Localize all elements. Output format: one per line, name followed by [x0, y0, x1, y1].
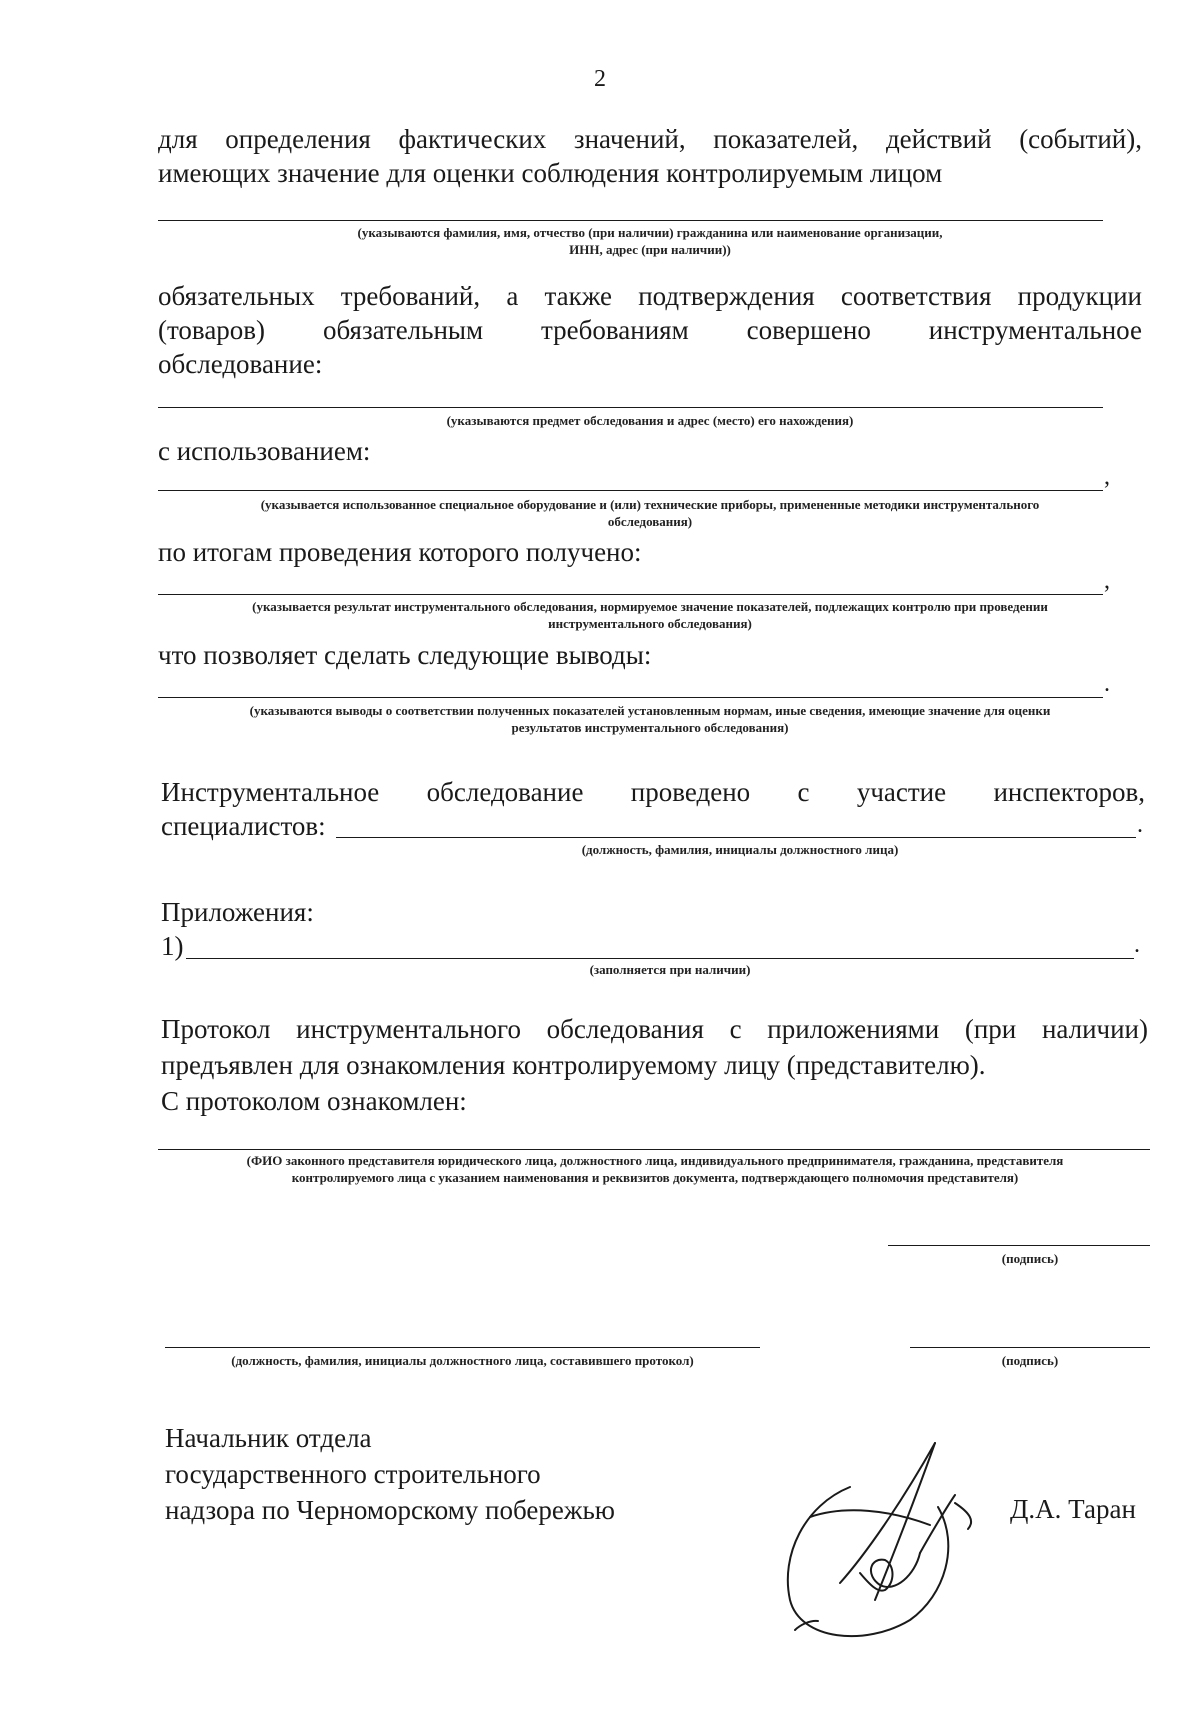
participants-line-1: Инструментальное обследование проведено с участие инспекторов, [161, 777, 1145, 807]
requirements-paragraph [158, 279, 1142, 381]
protocol-paragraph [161, 1011, 1148, 1119]
protocol-line-1: Протокол инструментального обследования с приложениями (при наличии) [161, 1014, 1148, 1044]
conclusions-field-hint [170, 702, 1130, 736]
intro-line-1: для определения фактических значений, показателей, действий (событий), [158, 124, 1142, 154]
equipment-field-line [158, 490, 1103, 491]
result-label: по итогам проведения которого получено: [158, 537, 642, 567]
person-field-hint [200, 224, 1100, 258]
participants-line-2: специалистов: [161, 811, 326, 841]
result-field-hint [170, 598, 1130, 632]
signatory-title [165, 1420, 615, 1528]
representative-field-line [158, 1149, 1150, 1150]
page-number: 2 [594, 66, 606, 92]
participants-field-hint: (должность, фамилия, инициалы должностного лица) [581, 842, 899, 857]
attachment-period: . [1134, 932, 1140, 958]
equipment-hint-line-1: (указывается использованное специальное оборудование и (или) технические приборы, примененные методики инструментального [260, 497, 1040, 512]
conclusions-label: что позволяет сделать следующие выводы: [158, 640, 652, 670]
representative-hint-line-1: (ФИО законного представителя юридического лица, должностного лица, индивидуального предпринимателя, гражданина, представителя [246, 1153, 1064, 1168]
equipment-field-hint [170, 496, 1130, 530]
signature-2-hint: (подпись) [1001, 1353, 1059, 1368]
attachments-label: Приложения: [161, 897, 314, 927]
conclusions-period: . [1104, 671, 1110, 697]
result-comma: , [1104, 568, 1110, 594]
result-field-line [158, 594, 1103, 595]
representative-hint-line-2: контролируемого лица с указанием наименования и реквизитов документа, подтверждающего полномочия представителя) [291, 1170, 1019, 1185]
signatory-name: Д.А. Таран [1010, 1494, 1136, 1524]
equipment-comma: , [1104, 464, 1110, 490]
participants-paragraph [161, 775, 1145, 843]
attachment-field-line [186, 958, 1134, 959]
signature-1-hint: (подпись) [1001, 1251, 1059, 1266]
protocol-line-2: предъявлен для ознакомления контролируемому лицу (представителю). [161, 1050, 986, 1080]
result-hint-line-1: (указывается результат инструментального обследования, нормируемое значение показателей, подлежащих контролю при проведении [252, 599, 1048, 614]
person-hint-line-2: ИНН, адрес (при наличии)) [569, 242, 731, 257]
requirements-line-1: обязательных требований, а также подтверждения соответствия продукции [158, 281, 1142, 311]
compiler-field-hint: (должность, фамилия, инициалы должностного лица, составившего протокол) [231, 1353, 694, 1368]
conclusions-hint-line-1: (указываются выводы о соответствии полученных показателей установленным нормам, иные сведения, имеющие значение для оценки [249, 703, 1051, 718]
conclusions-hint-line-2: результатов инструментального обследования) [511, 720, 789, 735]
person-hint-line-1: (указываются фамилия, имя, отчество (при наличии) гражданина или наименование организации, [357, 225, 943, 240]
participants-field-line [336, 837, 1136, 838]
requirements-line-3: обследование: [158, 349, 323, 379]
equipment-hint-line-2: обследования) [607, 514, 693, 529]
signatory-title-line-1: Начальник отдела [165, 1423, 372, 1453]
requirements-line-2: (товаров) обязательным требованиям совершено инструментальное [158, 315, 1142, 345]
intro-line-2: имеющих значение для оценки соблюдения контролируемым лицом [158, 158, 943, 188]
compiler-field-line [165, 1347, 760, 1348]
using-label: с использованием: [158, 436, 371, 466]
signatory-title-line-2: государственного строительного [165, 1459, 541, 1489]
intro-paragraph [158, 122, 1142, 190]
conclusions-field-line [158, 697, 1103, 698]
participants-period: . [1137, 812, 1143, 838]
result-hint-line-2: инструментального обследования) [548, 616, 752, 631]
signature-2-line [910, 1347, 1150, 1348]
subject-field-hint: (указываются предмет обследования и адрес (место) его нахождения) [446, 413, 854, 428]
subject-field-line [158, 407, 1103, 408]
signature-1-line [888, 1245, 1150, 1246]
signatory-title-line-3: надзора по Черноморскому побережью [165, 1495, 615, 1525]
representative-field-hint [160, 1152, 1150, 1186]
person-field-line [158, 220, 1103, 221]
attachment-field-hint: (заполняется при наличии) [589, 962, 751, 977]
handwritten-signature-icon [770, 1425, 990, 1650]
protocol-line-3: С протоколом ознакомлен: [161, 1086, 467, 1116]
attachment-item-number: 1) [161, 931, 184, 961]
